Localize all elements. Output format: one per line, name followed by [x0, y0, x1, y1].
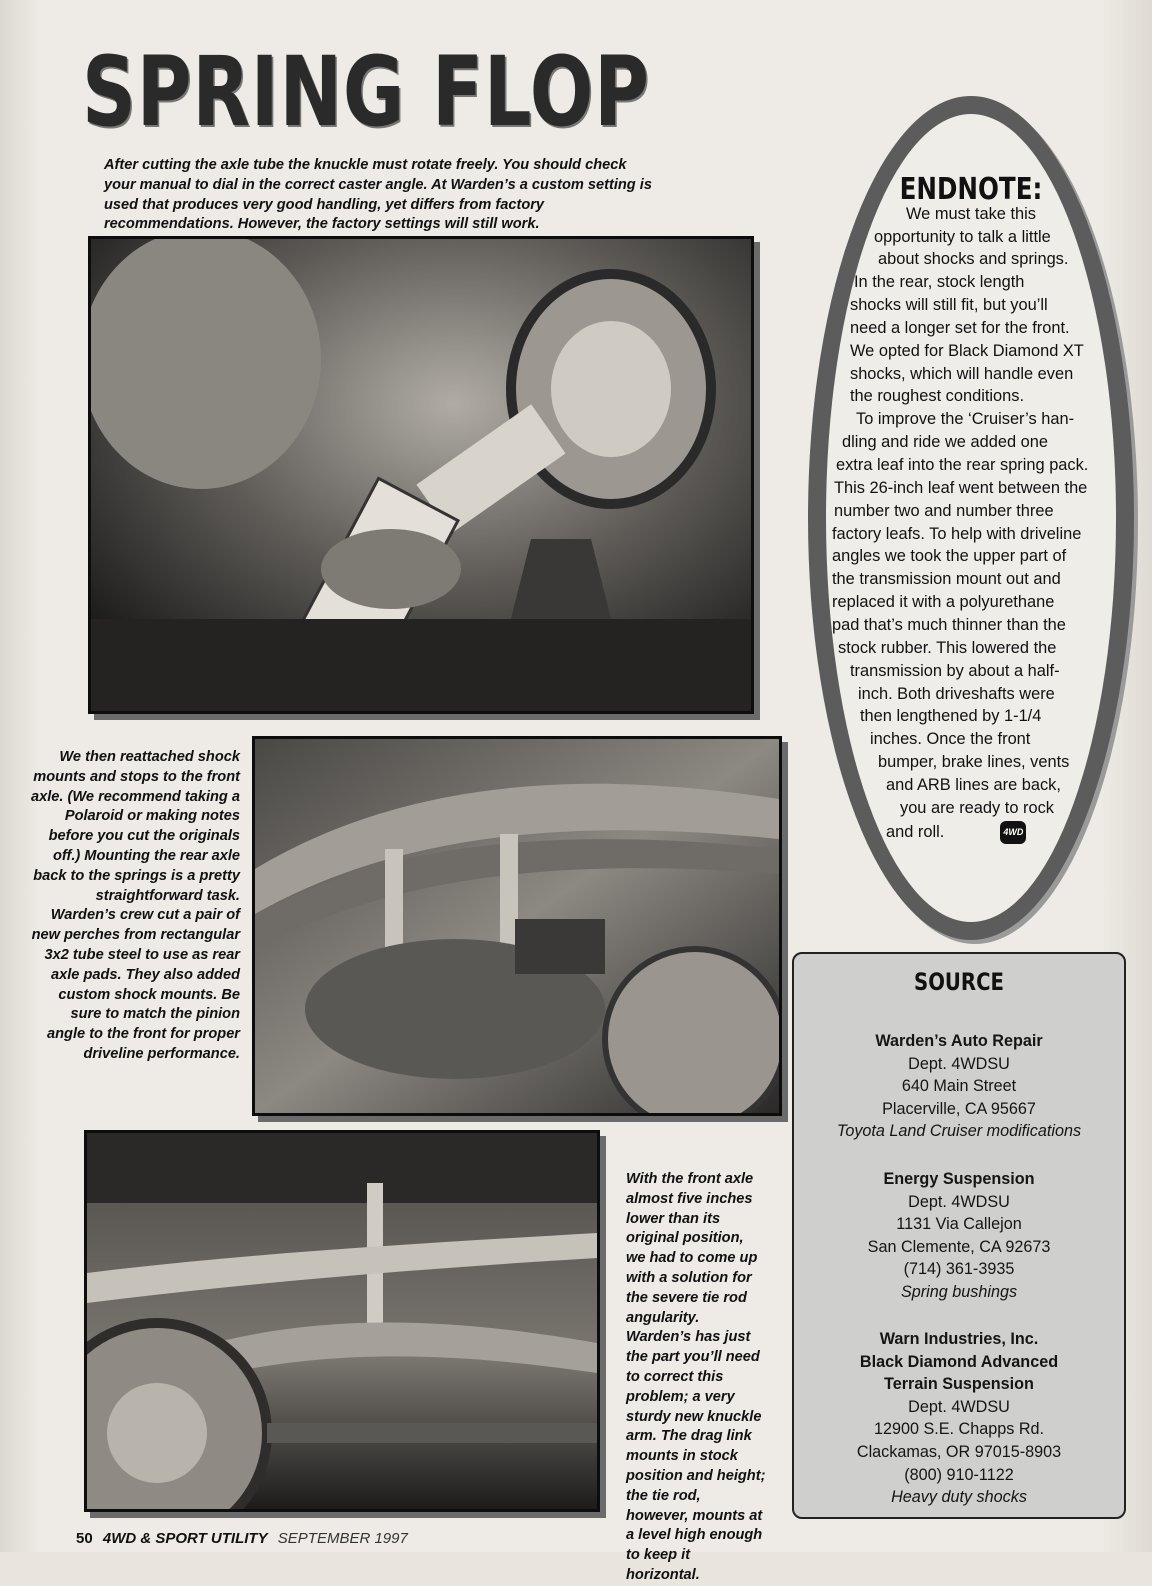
endnote-line: inches. Once the front [870, 730, 1031, 748]
source-note: Spring bushings [900, 1282, 1018, 1301]
endnote-line: need a longer set for the front. [850, 319, 1070, 337]
source-street: 640 Main Street [901, 1077, 1017, 1096]
source-city: Clackamas, OR 97015-8903 [856, 1442, 1062, 1461]
source-city: San Clemente, CA 92673 [867, 1237, 1051, 1256]
source-street: 1131 Via Callejon [896, 1215, 1022, 1234]
endnote-line: you are ready to rock [900, 799, 1054, 817]
source-dept: Dept. 4WDSU [908, 1054, 1010, 1073]
source-note: Toyota Land Cruiser modifications [836, 1122, 1082, 1141]
endnote-line: opportunity to talk a little [874, 228, 1051, 246]
source-box [792, 952, 1126, 1519]
caption-bottom: With the front axle almost five inches lower than its original position, we had to come up with a solution for the severe tie rod angularity. Warden’s has just the part you’ll need to correct this problem; a very sturdy new knuckle arm. The drag link mounts in stock position and height; the tie rod, however, mounts at a level high enough to keep it horizontal. [626, 1171, 766, 1583]
page-footer [76, 1530, 408, 1547]
endnote-line: In the rear, stock length [854, 273, 1025, 291]
endnote-line: pad that’s much thinner than the [832, 616, 1066, 634]
source-company: Energy Suspension [883, 1170, 1035, 1188]
endnote-line: then lengthened by 1-1/4 [860, 707, 1042, 725]
endnote-line: and ARB lines are back, [886, 776, 1061, 794]
4wd-logo: 4WD [1000, 821, 1026, 844]
source-company: Warn Industries, Inc. [879, 1330, 1039, 1348]
endnote-line: We opted for Black Diamond XT [850, 342, 1084, 360]
source-entry-energy-suspension [794, 1168, 1124, 1304]
source-company: Black Diamond Advanced [859, 1352, 1059, 1371]
endnote-heading: ENDNOTE: [899, 172, 1043, 207]
endnote-line: shocks will still fit, but you’ll [850, 296, 1048, 314]
source-phone: (714) 361-3935 [903, 1260, 1015, 1279]
source-city: Placerville, CA 95667 [882, 1099, 1036, 1118]
endnote-line-last [886, 821, 1026, 844]
photo-caster-gauge [88, 236, 754, 714]
source-entry-warn [794, 1328, 1124, 1509]
endnote-line: about shocks and springs. [878, 250, 1069, 268]
photo-rear-axle-springs [252, 736, 782, 1116]
source-company: Warden’s Auto Repair [875, 1032, 1043, 1050]
source-street: 12900 S.E. Chapps Rd. [873, 1420, 1045, 1439]
source-heading: SOURCE [914, 968, 1004, 996]
page-number: 50 [76, 1530, 93, 1547]
endnote-line: replaced it with a polyurethane [832, 593, 1055, 611]
source-dept: Dept. 4WDSU [908, 1192, 1010, 1211]
source-dept: Dept. 4WDSU [908, 1397, 1010, 1416]
endnote-line: inch. Both driveshafts were [858, 685, 1055, 703]
endnote-line: To improve the ‘Cruiser’s han- [856, 410, 1075, 428]
endnote-line: factory leafs. To help with driveline [832, 525, 1082, 543]
source-phone: (800) 910-1122 [904, 1465, 1014, 1484]
endnote-line: the roughest conditions. [850, 387, 1025, 405]
endnote-line: angles we took the upper part of [832, 547, 1067, 565]
source-entry-wardens [794, 1030, 1124, 1143]
article-title: SPRING FLOP [82, 36, 650, 148]
magazine-name: 4WD & SPORT UTILITY [102, 1530, 268, 1547]
endnote-line: stock rubber. This lowered the [838, 639, 1057, 657]
endnote-line: transmission by about a half- [850, 662, 1060, 680]
source-note: Heavy duty shocks [891, 1488, 1027, 1507]
caption-top: After cutting the axle tube the knuckle must rotate freely. You should check your manual to dial in the correct caster angle. At Warden’s a custom setting is used that produces very good handling, yet differs from factory recommendations. However, the factory settings will still work. [104, 157, 652, 233]
endnote-line: the transmission mount out and [832, 570, 1061, 588]
endnote-line: number two and number three [834, 502, 1054, 520]
endnote-closing-text: and roll. [886, 823, 945, 841]
endnote-line: extra leaf into the rear spring pack. [836, 456, 1089, 474]
caption-middle: We then reattached shock mounts and stops to the front axle. (We recommend taking a Polaroid or making notes before you cut the originals off.) Mounting the rear axle back to the springs is a pretty straightforward task. Warden’s crew cut a pair of new perches from rectangular 3x2 tube steel to use as rear axle pads. They also added custom shock mounts. Be sure to match the pinion angle to the front for proper driveline performance. [31, 749, 240, 1062]
endnote-line: bumper, brake lines, vents [878, 753, 1070, 771]
endnote-line: dling and ride we added one [842, 433, 1048, 451]
source-company: Terrain Suspension [884, 1375, 1034, 1394]
endnote-line: shocks, which will handle even [850, 365, 1074, 383]
endnote-line: We must take this [906, 205, 1036, 223]
endnote-line: This 26-inch leaf went between the [834, 479, 1088, 497]
issue-date: SEPTEMBER 1997 [277, 1530, 408, 1547]
photo-front-knuckle-arm [84, 1130, 600, 1512]
